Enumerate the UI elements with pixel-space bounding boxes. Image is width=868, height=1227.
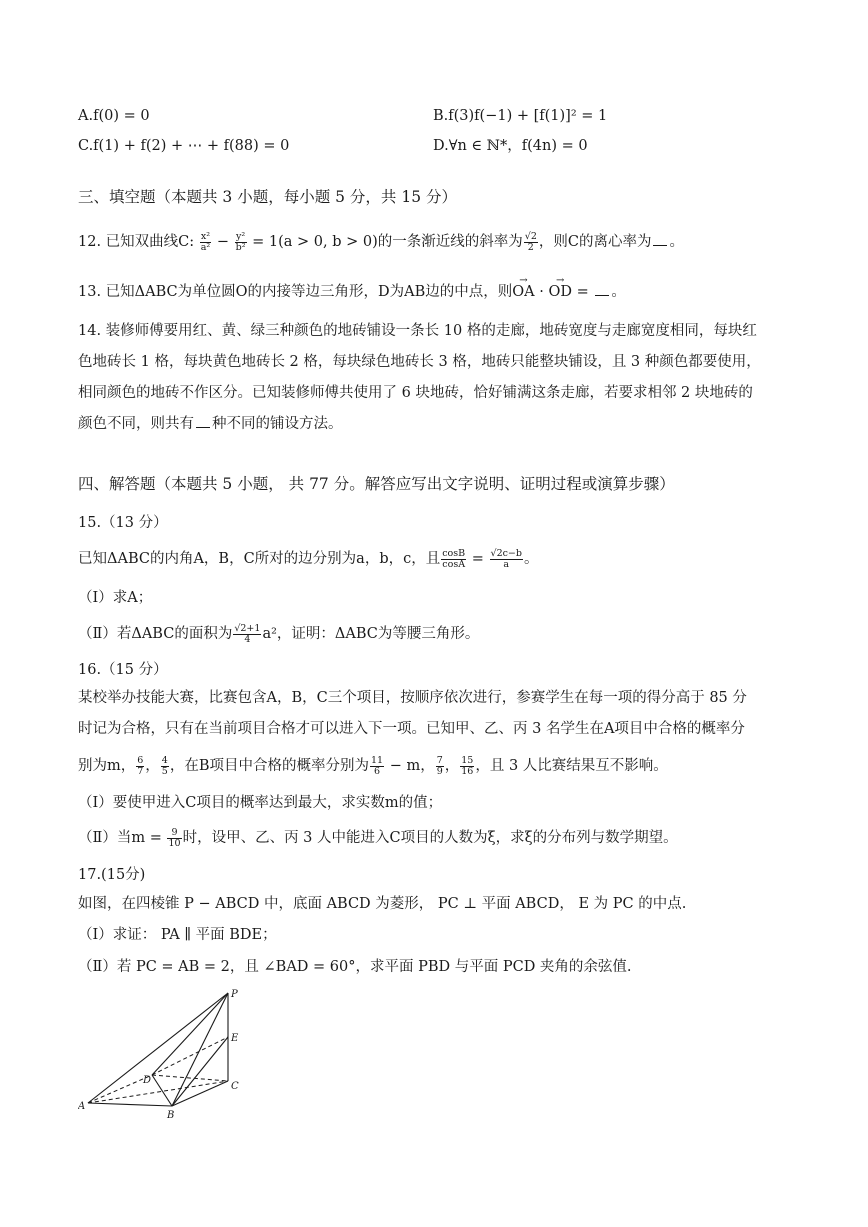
q16-fraction-5: $\frac{15}{16}$ — [461, 754, 474, 777]
edge-pa — [88, 993, 228, 1103]
label-c: C — [231, 1081, 239, 1092]
q12-suffix: ，则C的离心率为 — [538, 234, 652, 250]
q16-part-2: （Ⅱ）当m = $\frac{9}{10}$ 时，设甲、乙、丙 3 人中能进入C项目的人数为ξ，求ξ的分布列与数学期望。 — [78, 826, 678, 849]
q15-stem: 已知ΔABC的内角A，B，C所对的边分别为a，b，c，且 $\frac{\cos B}{\cos A}$ = $\frac{√2c-b}{a}$ 。 — [78, 547, 539, 570]
q15-fraction-area: $\frac{√2+1}{4}$ — [234, 622, 261, 645]
edge-db — [152, 1075, 172, 1106]
edge-dc-hidden — [152, 1075, 228, 1081]
q12-fraction-x: $\frac{\text{x²}}{\text{a²}}$ — [200, 230, 211, 253]
q14-line-4: 颜色不同，则共有 种不同的铺设方法。 — [78, 416, 343, 432]
option-b: B.f(3)f(−1) + [f(1)]² = 1 — [433, 108, 608, 124]
q12-answer-blank[interactable] — [653, 233, 667, 246]
label-b: B — [167, 1110, 175, 1120]
edge-be — [172, 1037, 228, 1106]
q14-line-3: 相同颜色的地砖不作区分。已知装修师傅共使用了 6 块地砖，恰好铺满这条走廊，若要求相邻 2 块地砖的 — [78, 385, 753, 401]
option-a: A.f(0) = 0 — [78, 108, 150, 124]
q13-dot: · — [534, 284, 549, 300]
q15-fraction-cos: $\frac{\cos B}{\cos A}$ — [442, 547, 466, 570]
section-3-title: 三、填空题（本题共 3 小题，每小题 5 分，共 15 分） — [78, 188, 458, 206]
edge-pd — [152, 993, 228, 1075]
option-c: C.f(1) + f(2) + ⋯ + f(88) = 0 — [78, 138, 290, 154]
label-p: P — [231, 989, 238, 1000]
q15-heading: 15.（13 分） — [78, 515, 168, 531]
q16-line-1: 某校举办技能大赛，比赛包含A，B，C三个项目，按顺序依次进行，参赛学生在每一项的得分高于 85 分 — [78, 690, 747, 706]
q14-line-1: 14. 装修师傅要用红、黄、绿三种颜色的地砖铺设一条长 10 格的走廊，地砖宽度与走廊宽度相同，每块红 — [78, 323, 757, 339]
pyramid-figure — [78, 985, 268, 1120]
q14-answer-blank[interactable] — [196, 415, 210, 428]
label-a: A — [78, 1101, 86, 1112]
q13-vector-od: → OD — [548, 282, 572, 302]
q13-answer-blank[interactable] — [595, 283, 609, 296]
q17-stem: 如图，在四棱锥 P − ABCD 中，底面 ABCD 为菱形， PC ⊥ 平面 ABCD， E 为 PC 的中点. — [78, 896, 687, 912]
edge-pb — [172, 993, 228, 1106]
q15-part-2: （Ⅱ）若ΔABC的面积为 $\frac{√2+1}{4}$ a²，证明：ΔABC为等腰三角形。 — [78, 622, 480, 645]
q16-line-3: 别为m， $\frac{6}{7}$ ， $\frac{4}{5}$ ，在B项目中合格的概率分别为 $\frac{11}{6}$ − m， $\frac{7}{9}$ ， $\frac{15}{16}$ ，且 3 人比赛结果互不影响。 — [78, 754, 668, 777]
q17-heading: 17.(15分) — [78, 867, 146, 883]
label-d: D — [143, 1075, 152, 1086]
q16-fraction-m: $\frac{9}{10}$ — [168, 826, 181, 849]
q15-part-1: （Ⅰ）求A； — [78, 590, 153, 606]
label-e: E — [231, 1033, 239, 1044]
question-14 — [78, 316, 788, 440]
q16-fraction-1: $\frac{6}{7}$ — [137, 754, 144, 777]
q12-end: 。 — [669, 234, 684, 250]
q16-fraction-4: $\frac{7}{9}$ — [436, 754, 443, 777]
q16-fraction-3: $\frac{11}{6}$ — [371, 754, 384, 777]
q13-vector-oa: → OA — [512, 282, 534, 302]
q16-heading: 16.（15 分） — [78, 662, 168, 678]
q16-fraction-2: $\frac{4}{5}$ — [161, 754, 168, 777]
section-4-title: 四、解答题（本题共 5 小题， 共 77 分。解答应写出文字说明、证明过程或演算步骤） — [78, 475, 675, 493]
q17-part-1: （Ⅰ）求证： PA ∥ 平面 BDE； — [78, 927, 277, 943]
option-d: D.∀n ∈ ℕ*，f(4n) = 0 — [433, 138, 588, 154]
q12-fraction-y: $\frac{\text{y²}}{\text{b²}}$ — [235, 230, 246, 253]
q12-prefix: 12. 已知双曲线C: — [78, 234, 199, 250]
q12-fraction-slope: $\frac{√2}{2}$ — [524, 230, 537, 253]
q15-fraction-sides: $\frac{√2c-b}{a}$ — [490, 547, 522, 570]
q17-part-2: （Ⅱ）若 PC = AB = 2，且 ∠BAD = 60°，求平面 PBD 与平面 PCD 夹角的余弦值. — [78, 959, 632, 975]
edge-ab — [88, 1103, 172, 1106]
q16-line-2: 时记为合格，只有在当前项目合格才可以进入下一项。已知甲、乙、丙 3 名学生在A项目中合格的概率分 — [78, 721, 745, 737]
q16-part-1: （Ⅰ）要使甲进入C项目的概率达到最大，求实数m的值； — [78, 795, 443, 811]
q13-eq: = — [571, 284, 594, 300]
question-13 — [78, 282, 626, 302]
question-12 — [78, 229, 684, 255]
q12-middle: = 1(a > 0, b > 0)的一条渐近线的斜率为 — [247, 234, 523, 250]
q12-minus: − — [212, 234, 234, 250]
q13-end: 。 — [611, 284, 626, 300]
q14-line-2: 色地砖长 1 格，每块黄色地砖长 2 格，每块绿色地砖长 3 格，地砖只能整块铺设，且 3 种颜色都要使用， — [78, 354, 761, 370]
q13-prefix: 13. 已知ΔABC为单位圆O的内接等边三角形，D为AB边的中点，则 — [78, 284, 513, 300]
edge-bc — [172, 1081, 228, 1106]
